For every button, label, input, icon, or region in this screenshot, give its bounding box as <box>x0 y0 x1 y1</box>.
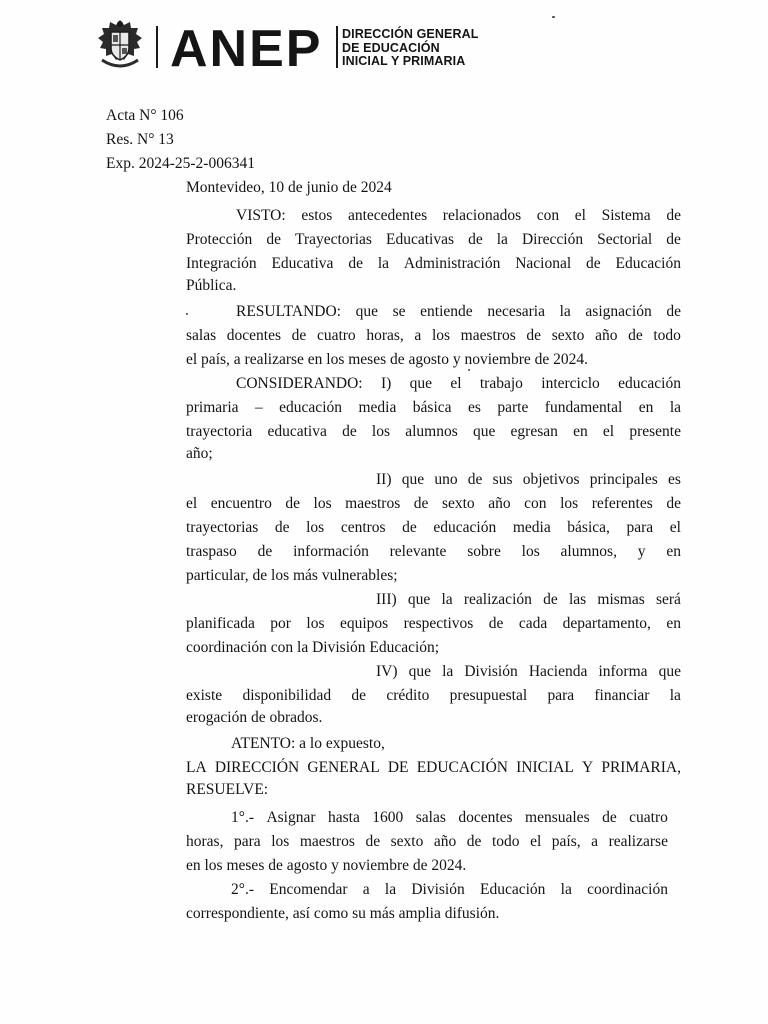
resultando-line: RESULTANDO: que se entiende necesaria la asignación de <box>236 303 681 320</box>
logo-text: ANEP <box>170 20 323 74</box>
resolution-line: 2°.- Encomendar a la División Educación la coordinación <box>231 881 668 898</box>
considerando-line: existe disponibilidad de crédito presupuestal para financiar la <box>186 687 681 704</box>
resolution-line: correspondiente, así como su más amplia difusión. <box>186 905 500 922</box>
visto-line: Pública. <box>186 277 237 294</box>
resolution-number: Res. N° 13 <box>106 131 174 148</box>
department-line: DIRECCIÓN GENERAL <box>342 27 479 41</box>
resolution-line: en los meses de agosto y noviembre de 2024. <box>186 857 467 874</box>
acta-number: Acta N° 106 <box>106 107 184 124</box>
considerando-line: IV) que la División Hacienda informa que <box>376 663 681 680</box>
scan-speck <box>552 16 555 18</box>
scan-speck <box>186 313 188 315</box>
letterhead <box>90 14 510 76</box>
considerando-line: trayectoria educativa de los alumnos que egresan en el presente <box>186 423 681 440</box>
header-divider-2 <box>336 26 338 68</box>
considerando-line: planificada por los equipos respectivos de cada departamento, en <box>186 615 681 632</box>
visto-line: Protección de Trayectorias Educativas de la Dirección Sectorial de <box>186 231 681 248</box>
considerando-line: CONSIDERANDO: I) que el trabajo interciclo educación <box>236 375 681 392</box>
department-line: DE EDUCACIÓN <box>342 40 440 55</box>
visto-line: Integración Educativa de la Administración Nacional de Educación <box>186 255 681 272</box>
coat-of-arms-icon <box>94 16 146 74</box>
department-line: INICIAL Y PRIMARIA <box>342 54 466 68</box>
resolution-line: 1°.- Asignar hasta 1600 salas docentes mensuales de cuatro <box>231 809 668 826</box>
place-date: Montevideo, 10 de junio de 2024 <box>186 179 392 196</box>
header-divider <box>156 26 158 68</box>
resuelve-heading: RESUELVE: <box>186 781 269 798</box>
considerando-line: el encuentro de los maestros de sexto año con los referentes de <box>186 495 681 512</box>
department-name <box>342 28 512 69</box>
issuer-line: LA DIRECCIÓN GENERAL DE EDUCACIÓN INICIAL Y PRIMARIA, <box>186 759 681 776</box>
considerando-line: coordinación con la División Educación; <box>186 639 440 656</box>
resultando-line: salas docentes de cuatro horas, a los maestros de sexto año de todo <box>186 327 681 344</box>
resultando-line: el país, a realizarse en los meses de agosto y noviembre de 2024. <box>186 351 589 368</box>
expedient-number: Exp. 2024-25-2-006341 <box>106 155 255 172</box>
considerando-line: traspaso de información relevante sobre los alumnos, y en <box>186 543 681 560</box>
considerando-line: año; <box>186 445 213 462</box>
considerando-line: erogación de obrados. <box>186 709 323 726</box>
considerando-line: primaria – educación media básica es parte fundamental en la <box>186 399 681 416</box>
considerando-line: particular, de los más vulnerables; <box>186 567 398 584</box>
visto-line: VISTO: estos antecedentes relacionados con el Sistema de <box>236 207 681 224</box>
scan-speck <box>468 369 470 371</box>
considerando-line: II) que uno de sus objetivos principales es <box>376 471 681 488</box>
atento-line: ATENTO: a lo expuesto, <box>231 735 385 752</box>
considerando-line: trayectorias de los centros de educación media básica, para el <box>186 519 681 536</box>
resolution-line: horas, para los maestros de sexto año de todo el país, a realizarse <box>186 833 668 850</box>
considerando-line: III) que la realización de las mismas será <box>376 591 681 608</box>
